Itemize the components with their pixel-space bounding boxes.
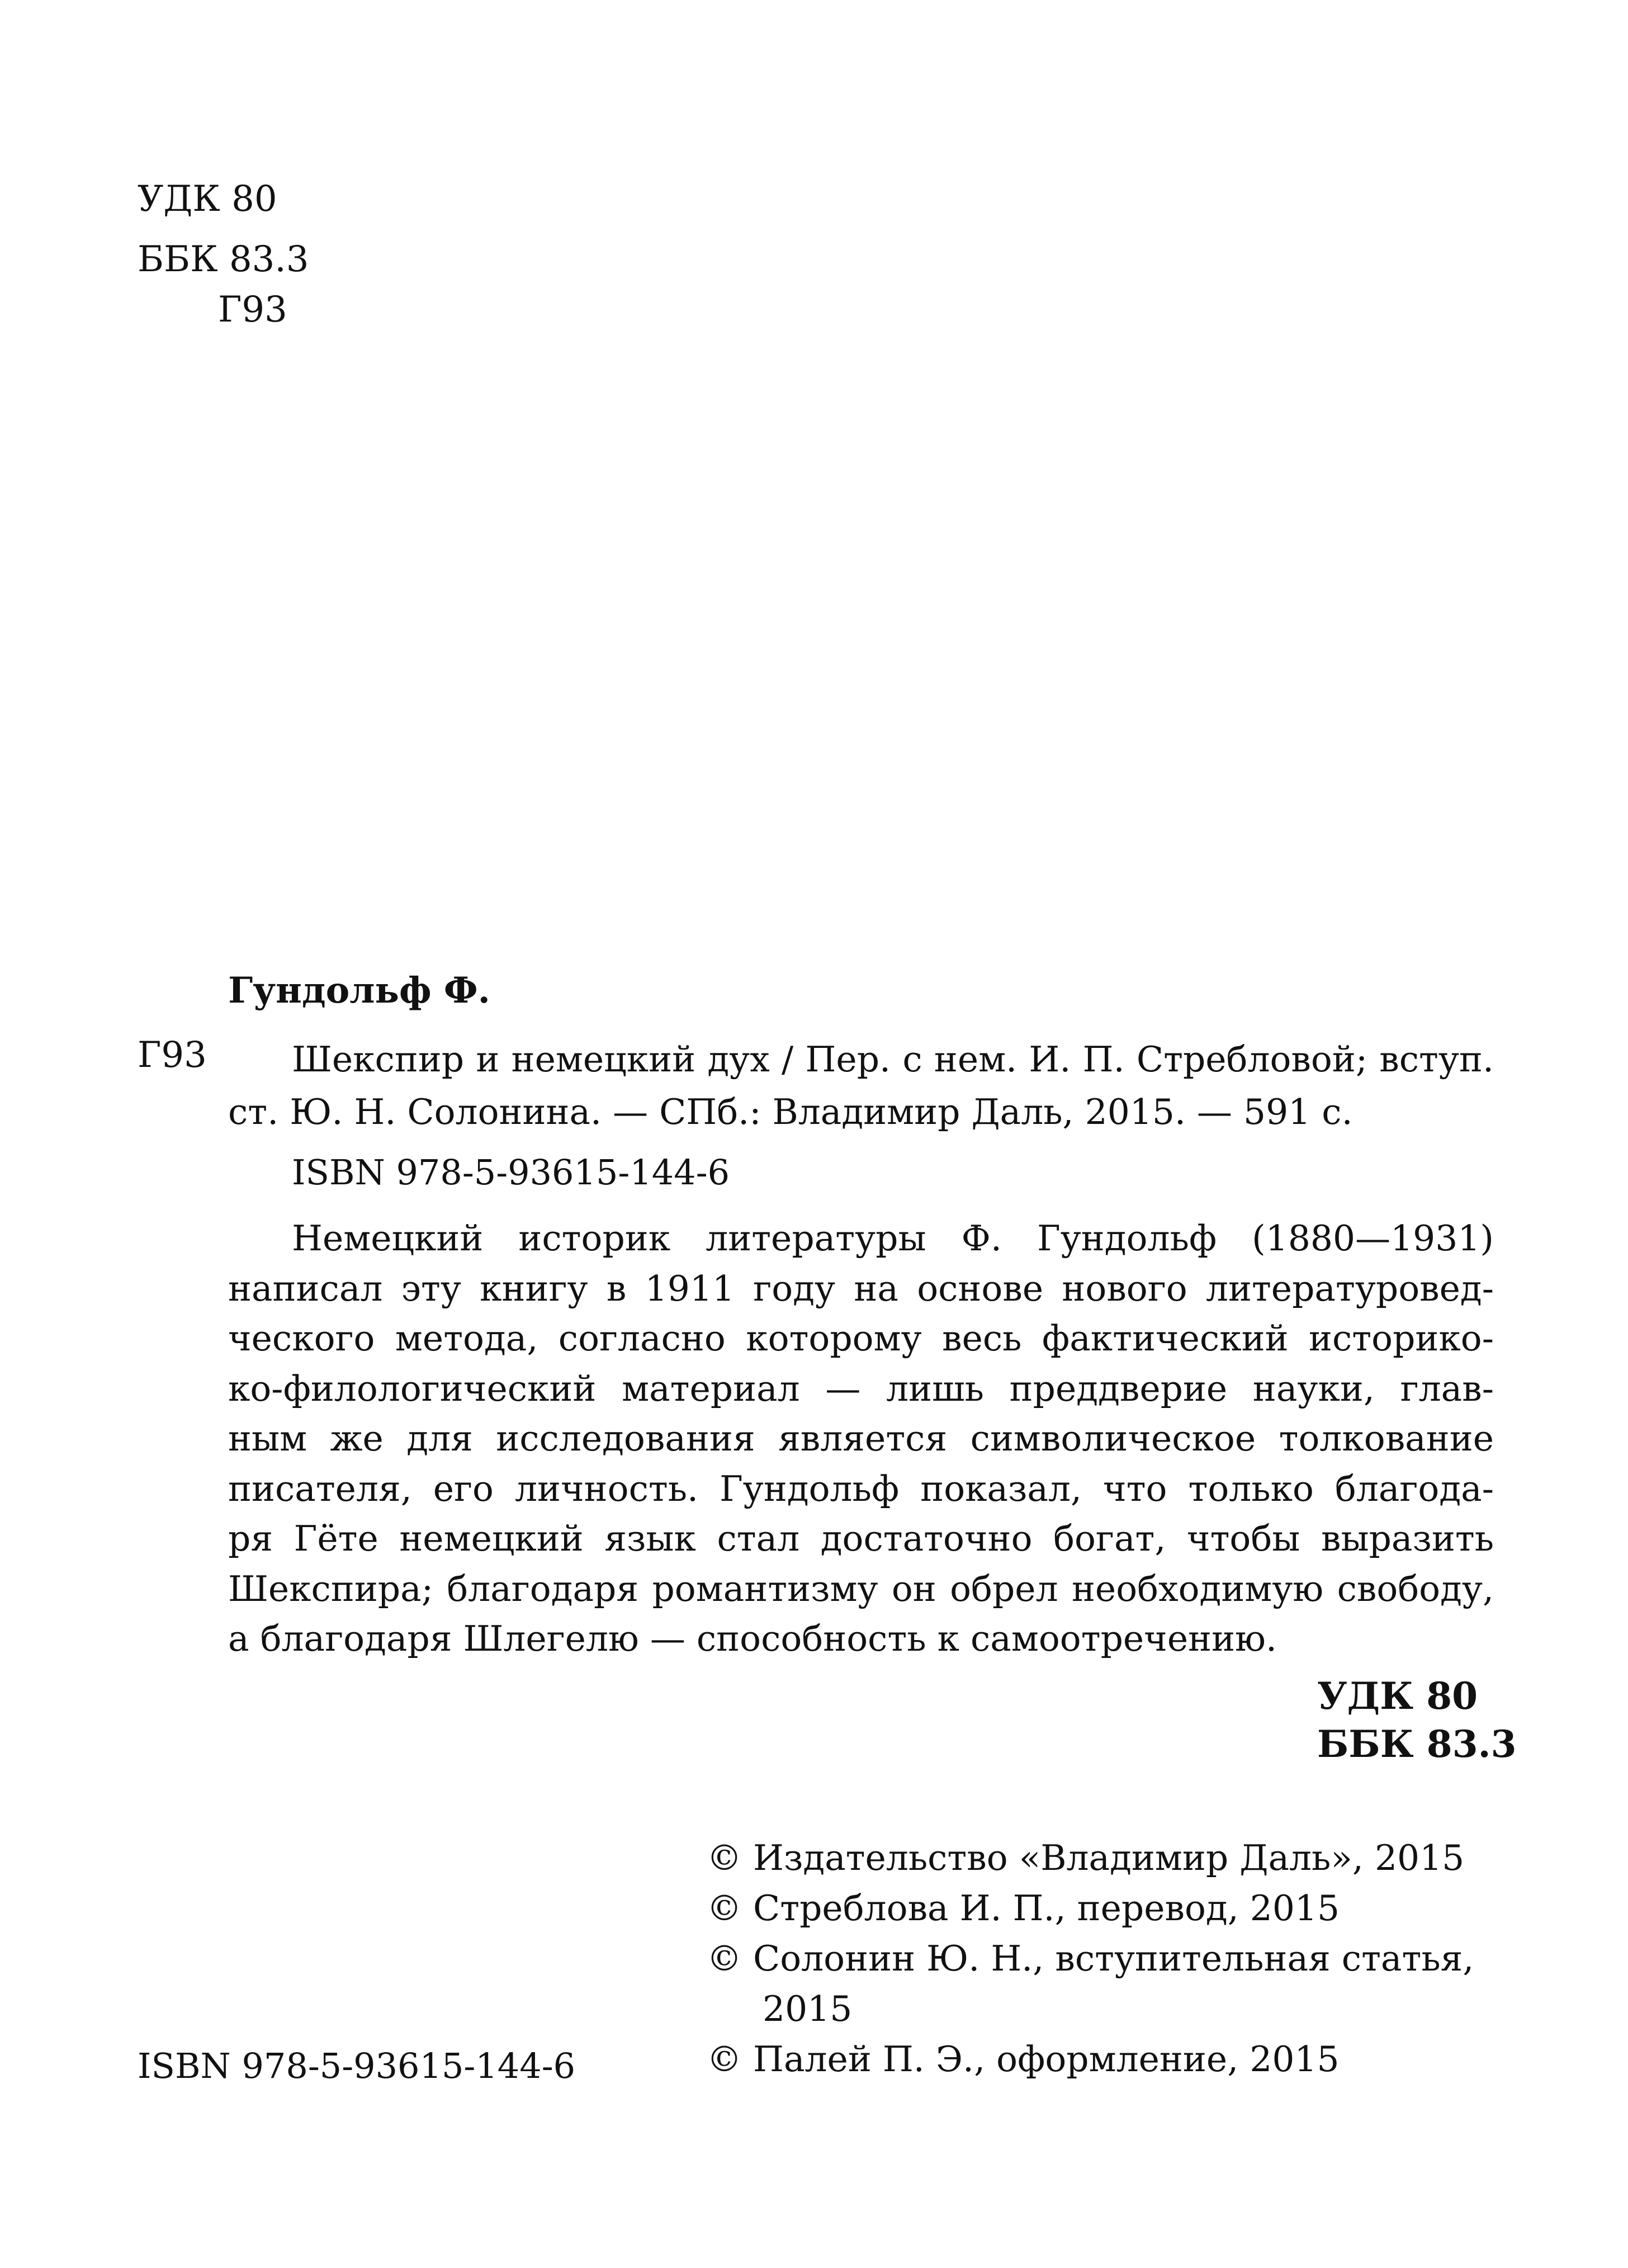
copyright-line: © Издательство «Владимир Даль», 2015 [707,1837,1465,1878]
bbk-code-bottom: ББК 83.3 [1317,1722,1517,1766]
copyright-block [707,1833,1474,2085]
author-mark-left: Г93 [138,1034,207,1076]
author-heading: Гундольф Ф. [228,970,490,1012]
isbn-bottom: ISBN 978-5-93615-144-6 [138,2045,576,2086]
udk-code-top: УДК 80 [138,178,277,220]
copyright-line: © Стреблова И. П., перевод, 2015 [707,1888,1340,1929]
annotation-line: ным же для исследования является символическое толкование [228,1418,1494,1459]
bbk-code-top: ББК 83.3 [138,239,309,280]
annotation-line: ческого метода, согласно которому весь фактический историко- [228,1318,1494,1359]
copyright-line: © Солонин Ю. Н., вступительная статья, [707,1938,1474,1979]
copyright-line: © Палей П. Э., оформление, 2015 [707,2039,1340,2080]
annotation-line: написал эту книгу в 1911 году на основе нового литературовед- [228,1268,1494,1309]
udk-code-bottom: УДК 80 [1317,1674,1478,1718]
annotation-line: Шекспира; благодаря романтизму он обрел необходимую свободу, [228,1568,1494,1609]
bibliographic-description-line-1: Шекспир и немецкий дух / Пер. с нем. И. П. Стребловой; вступ. [292,1039,1494,1080]
annotation-line: ко-филологический материал — лишь преддверие науки, глав- [228,1368,1494,1409]
annotation-line: а благодаря Шлегелю — способность к самоотречению. [228,1618,1277,1659]
isbn-entry: ISBN 978-5-93615-144-6 [292,1152,730,1193]
annotation [228,1213,1494,1664]
annotation-line: Немецкий историк литературы Ф. Гундольф (1880—1931) [292,1218,1494,1259]
bibliographic-description-line-2: ст. Ю. Н. Солонина. — СПб.: Владимир Даль, 2015. — 591 с. [228,1092,1353,1132]
annotation-line: писателя, его личность. Гундольф показал, что только благода- [228,1468,1494,1509]
copyright-line-continuation: 2015 [763,1988,853,2029]
author-mark-top: Г93 [218,289,287,330]
annotation-line: ря Гёте немецкий язык стал достаточно богат, чтобы выразить [228,1518,1494,1559]
